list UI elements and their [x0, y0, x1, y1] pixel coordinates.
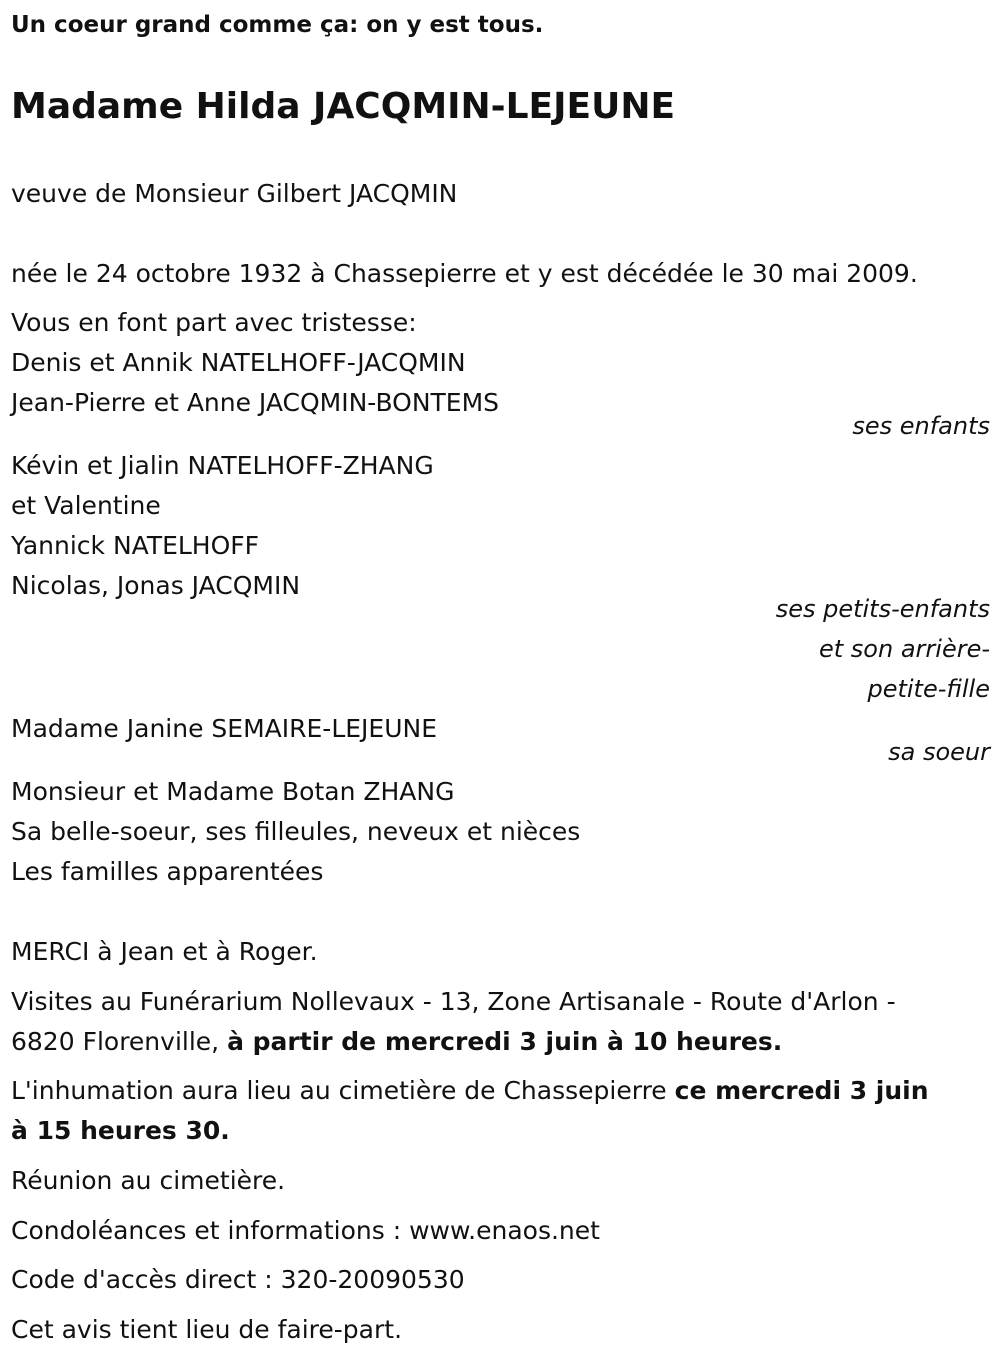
grandchild-entry: Nicolas, Jonas JACQMIN	[11, 571, 301, 600]
burial-info	[11, 1074, 929, 1108]
sister-entry: Madame Janine SEMAIRE-LEJEUNE	[11, 714, 438, 743]
condolences-info: Condoléances et informations : www.enaos.net	[11, 1216, 600, 1245]
deceased-name: Madame Hilda JACQMIN-LEJEUNE	[11, 86, 676, 127]
children-role: ses enfants	[852, 412, 990, 440]
other-relative: Monsieur et Madame Botan ZHANG	[11, 777, 455, 806]
tagline: Un coeur grand comme ça: on y est tous.	[11, 12, 544, 38]
grandchild-entry: Yannick NATELHOFF	[11, 531, 260, 560]
burial-place: L'inhumation aura lieu au cimetière de Chassepierre	[11, 1076, 675, 1105]
child-entry: Jean-Pierre et Anne JACQMIN-BONTEMS	[11, 388, 500, 417]
child-entry: Denis et Annik NATELHOFF-JACQMIN	[11, 348, 466, 377]
grandchildren-role: ses petits-enfants	[775, 595, 990, 623]
grandchildren-role: petite-fille	[867, 675, 990, 703]
meeting-info: Réunion au cimetière.	[11, 1166, 286, 1195]
burial-time	[11, 1114, 230, 1148]
visits-info-continued	[11, 1025, 782, 1059]
closing-text: Cet avis tient lieu de faire-part.	[11, 1315, 403, 1344]
burial-hour: à 15 heures 30.	[11, 1116, 230, 1145]
access-code: Code d'accès direct : 320-20090530	[11, 1265, 465, 1294]
widow-of: veuve de Monsieur Gilbert JACQMIN	[11, 179, 458, 208]
other-relative: Sa belle-soeur, ses filleules, neveux et nièces	[11, 817, 581, 846]
visits-address: 6820 Florenville,	[11, 1027, 228, 1056]
other-relative: Les familles apparentées	[11, 857, 324, 886]
birth-death: née le 24 octobre 1932 à Chassepierre et y est décédée le 30 mai 2009.	[11, 259, 918, 288]
sister-role: sa soeur	[888, 738, 990, 766]
visits-info: Visites au Funérarium Nollevaux - 13, Zone Artisanale - Route d'Arlon -	[11, 987, 896, 1016]
grandchild-entry: Kévin et Jialin NATELHOFF-ZHANG	[11, 451, 434, 480]
burial-date: ce mercredi 3 juin	[674, 1076, 929, 1105]
thanks-text: MERCI à Jean et à Roger.	[11, 937, 318, 966]
visits-schedule: à partir de mercredi 3 juin à 10 heures.	[227, 1027, 783, 1056]
grandchildren-role: et son arrière-	[819, 635, 990, 663]
intro-text: Vous en font part avec tristesse:	[11, 308, 417, 337]
grandchild-entry: et Valentine	[11, 491, 161, 520]
